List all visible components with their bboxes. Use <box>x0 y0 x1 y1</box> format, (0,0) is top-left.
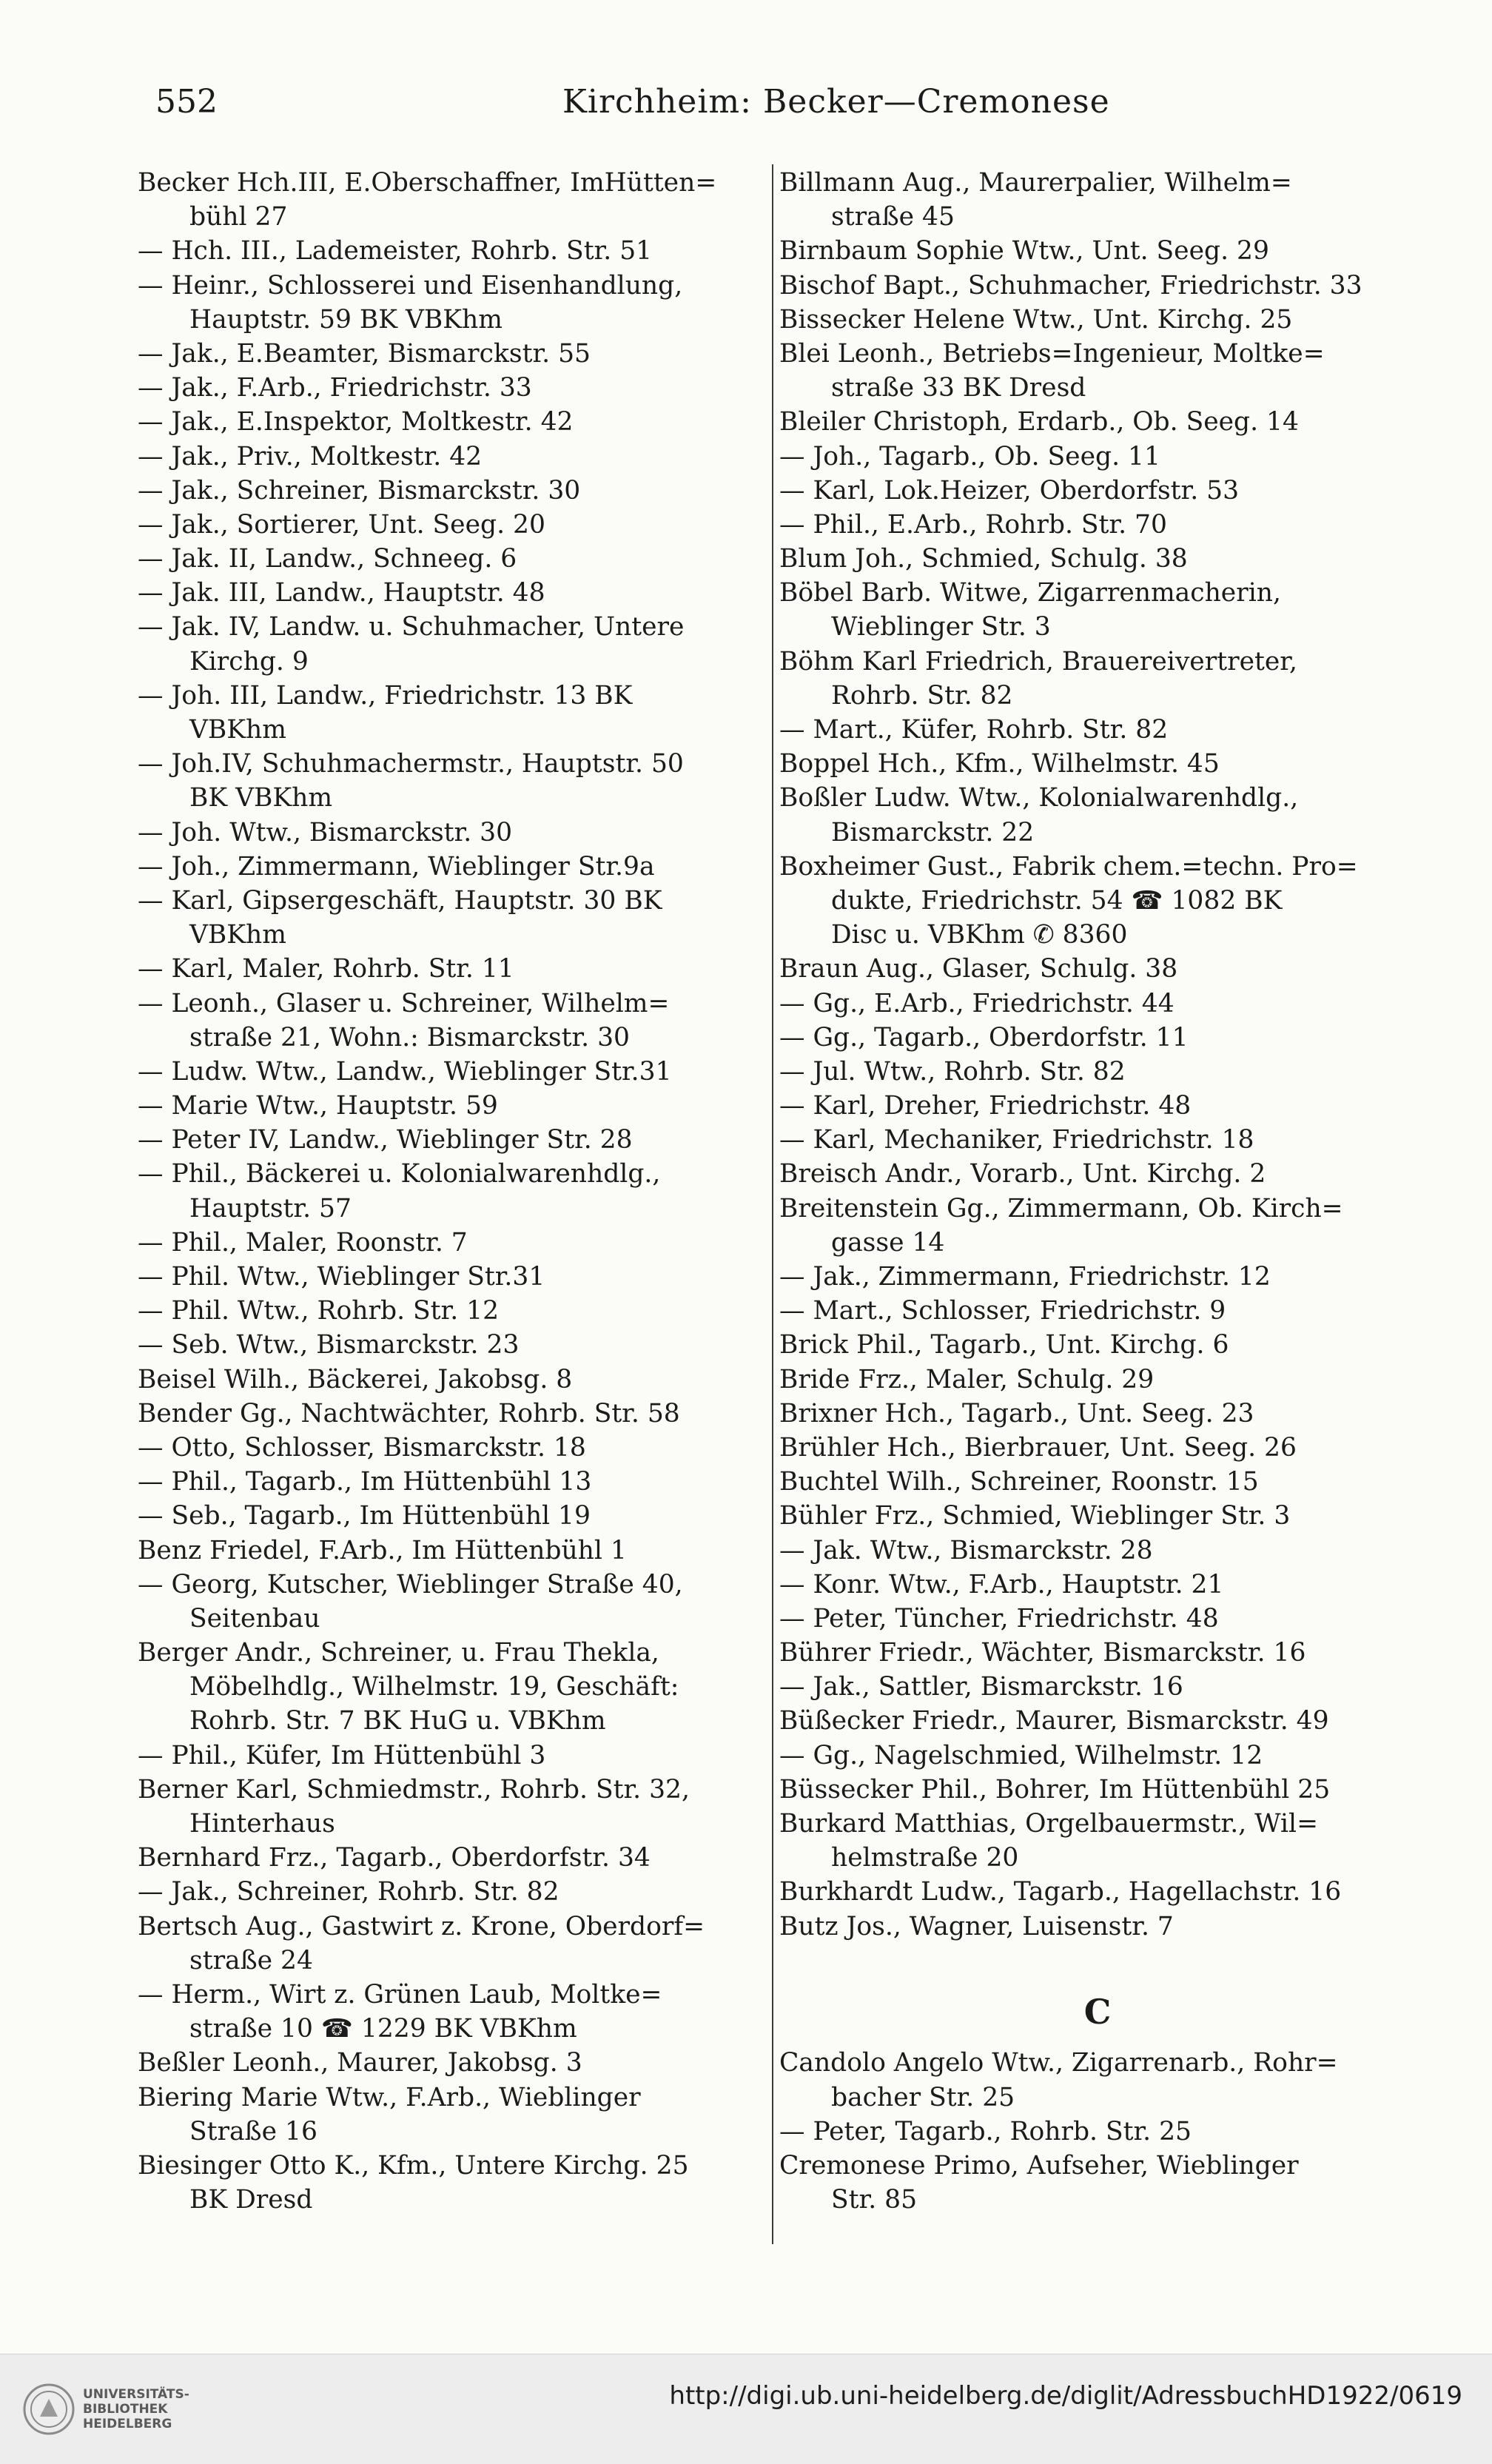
entry-line: — Jak., Sortierer, Unt. Seeg. 20 <box>138 509 545 540</box>
entry-line: Rohrb. Str. 82 <box>831 680 1013 711</box>
entry-line: Brühler Hch., Bierbrauer, Unt. Seeg. 26 <box>779 1432 1297 1463</box>
entry-line: — Phil. Wtw., Rohrb. Str. 12 <box>138 1296 500 1326</box>
entry-line: — Joh.IV, Schuhmachermstr., Hauptstr. 50 <box>138 749 684 779</box>
entry-line: Boxheimer Gust., Fabrik chem.=techn. Pro= <box>779 851 1358 882</box>
entry-line: Böbel Barb. Witwe, Zigarrenmacherin, <box>779 578 1281 608</box>
entry-line: — Jak., E.Beamter, Bismarckstr. 55 <box>138 338 591 369</box>
entry-line: Braun Aug., Glaser, Schulg. 38 <box>779 954 1178 984</box>
entry-line: — Jak., Priv., Moltkestr. 42 <box>138 441 483 471</box>
entry-line: Kirchg. 9 <box>189 646 309 677</box>
entry-line: — Karl, Dreher, Friedrichstr. 48 <box>779 1091 1192 1121</box>
entry-line: Boßler Ludw. Wtw., Kolonialwarenhdlg., <box>779 783 1299 813</box>
entry-line: Breitenstein Gg., Zimmermann, Ob. Kirch= <box>779 1193 1343 1223</box>
entry-line: Breisch Andr., Vorarb., Unt. Kirchg. 2 <box>779 1159 1266 1189</box>
source-url[interactable]: http://digi.ub.uni-heidelberg.de/diglit/AdressbuchHD1922/0619 <box>669 2381 1462 2411</box>
entry-line: bacher Str. 25 <box>831 2082 1015 2112</box>
entry-line: Bernhard Frz., Tagarb., Oberdorfstr. 34 <box>138 1843 651 1873</box>
entry-line: Blum Joh., Schmied, Schulg. 38 <box>779 544 1188 574</box>
entry-line: — Phil. Wtw., Wieblinger Str.31 <box>138 1262 545 1292</box>
entry-line: Büssecker Phil., Bohrer, Im Hüttenbühl 25 <box>779 1774 1331 1805</box>
entry-line: Berger Andr., Schreiner, u. Frau Thekla, <box>138 1638 659 1668</box>
entry-line: — Jak. Wtw., Bismarckstr. 28 <box>779 1535 1153 1565</box>
entry-line: — Mart., Schlosser, Friedrichstr. 9 <box>779 1296 1226 1326</box>
entry-line: — Phil., Maler, Roonstr. 7 <box>138 1227 468 1258</box>
entry-line: — Jak., Schreiner, Bismarckstr. 30 <box>138 475 581 506</box>
entry-line: — Joh., Tagarb., Ob. Seeg. 11 <box>779 441 1160 471</box>
entry-line: Möbelhdlg., Wilhelmstr. 19, Geschäft: <box>189 1672 679 1702</box>
entry-line: Hinterhaus <box>189 1809 335 1839</box>
entry-line: — Karl, Maler, Rohrb. Str. 11 <box>138 954 514 984</box>
entry-line: Bertsch Aug., Gastwirt z. Krone, Oberdorf= <box>138 1911 705 1941</box>
seal-icon <box>22 2383 75 2436</box>
entry-line: — Jak., Schreiner, Rohrb. Str. 82 <box>138 1877 560 1907</box>
entry-line: Beßler Leonh., Maurer, Jakobsg. 3 <box>138 2048 582 2078</box>
entry-line: — Jak., E.Inspektor, Moltkestr. 42 <box>138 407 574 437</box>
entry-line: — Peter IV, Landw., Wieblinger Str. 28 <box>138 1125 633 1155</box>
entry-line: — Georg, Kutscher, Wieblinger Straße 40, <box>138 1569 683 1599</box>
entry-line: Butz Jos., Wagner, Luisenstr. 7 <box>779 1911 1174 1941</box>
page-number: 552 <box>155 83 218 121</box>
entry-line: — Karl, Lok.Heizer, Oberdorfstr. 53 <box>779 475 1240 506</box>
entry-line: straße 21, Wohn.: Bismarckstr. 30 <box>189 1022 630 1053</box>
entry-line: Bühler Frz., Schmied, Wieblinger Str. 3 <box>779 1501 1291 1531</box>
entry-line: — Karl, Mechaniker, Friedrichstr. 18 <box>779 1125 1254 1155</box>
library-line-1: UNIVERSITÄTS- <box>83 2387 189 2402</box>
entry-line: — Jak., F.Arb., Friedrichstr. 33 <box>138 373 532 403</box>
viewer-footer <box>0 2354 1492 2464</box>
entry-line: straße 10 ☎ 1229 BK VBKhm <box>189 2014 577 2044</box>
entry-line: — Jak. III, Landw., Hauptstr. 48 <box>138 578 545 608</box>
entry-line: Bischof Bapt., Schuhmacher, Friedrichstr. 33 <box>779 270 1362 301</box>
entry-line: Candolo Angelo Wtw., Zigarrenarb., Rohr= <box>779 2048 1338 2078</box>
entry-line: — Leonh., Glaser u. Schreiner, Wilhelm= <box>138 988 670 1018</box>
entry-line: Bride Frz., Maler, Schulg. 29 <box>779 1364 1155 1394</box>
entry-line: Bührer Friedr., Wächter, Bismarckstr. 16 <box>779 1638 1306 1668</box>
column-divider <box>772 164 773 2244</box>
entry-line: Hauptstr. 57 <box>189 1193 352 1223</box>
entry-line: — Gg., Tagarb., Oberdorfstr. 11 <box>779 1022 1189 1053</box>
entry-line: — Jak., Sattler, Bismarckstr. 16 <box>779 1672 1183 1702</box>
entry-line: BK Dresd <box>189 2185 313 2215</box>
entry-line: — Herm., Wirt z. Grünen Laub, Moltke= <box>138 1979 662 2010</box>
entry-line: Böhm Karl Friedrich, Brauereivertreter, <box>779 646 1297 677</box>
entry-line: Bismarckstr. 22 <box>831 817 1035 847</box>
page-header <box>0 83 1492 135</box>
entry-line: — Joh., Zimmermann, Wieblinger Str.9a <box>138 851 655 882</box>
entry-line: — Jak. IV, Landw. u. Schuhmacher, Untere <box>138 612 685 642</box>
entry-line: — Marie Wtw., Hauptstr. 59 <box>138 1091 498 1121</box>
entry-line: — Karl, Gipsergeschäft, Hauptstr. 30 BK <box>138 885 662 916</box>
entry-line: Becker Hch.III, E.Oberschaffner, ImHütten= <box>138 168 717 198</box>
library-line-3: HEIDELBERG <box>83 2417 172 2431</box>
entry-line: — Seb., Tagarb., Im Hüttenbühl 19 <box>138 1501 591 1531</box>
entry-line: Buchtel Wilh., Schreiner, Roonstr. 15 <box>779 1467 1259 1497</box>
entry-line: — Heinr., Schlosserei und Eisenhandlung, <box>138 270 683 301</box>
entry-line: — Gg., E.Arb., Friedrichstr. 44 <box>779 988 1175 1018</box>
entry-line: Burkhardt Ludw., Tagarb., Hagellachstr. 16 <box>779 1877 1342 1907</box>
entry-line: Biering Marie Wtw., F.Arb., Wieblinger <box>138 2082 641 2112</box>
entry-line: — Mart., Küfer, Rohrb. Str. 82 <box>779 715 1169 745</box>
entry-line: dukte, Friedrichstr. 54 ☎ 1082 BK <box>831 885 1283 916</box>
entry-line: Hauptstr. 59 BK VBKhm <box>189 304 503 335</box>
entry-line: Bleiler Christoph, Erdarb., Ob. Seeg. 14 <box>779 407 1299 437</box>
right-column <box>779 166 1416 2217</box>
entry-line: straße 33 BK Dresd <box>831 373 1086 403</box>
entry-line: Boppel Hch., Kfm., Wilhelmstr. 45 <box>779 749 1220 779</box>
entry-line <box>779 1944 1416 1978</box>
entry-line: — Peter, Tagarb., Rohrb. Str. 25 <box>779 2116 1192 2146</box>
entry-line: Disc u. VBKhm ✆ 8360 <box>831 920 1128 950</box>
entry-line: Straße 16 <box>189 2116 317 2146</box>
entry-line: Billmann Aug., Maurerpalier, Wilhelm= <box>779 168 1292 198</box>
entry-line: Burkard Matthias, Orgelbauermstr., Wil= <box>779 1809 1318 1839</box>
entry-line: Cremonese Primo, Aufseher, Wieblinger <box>779 2150 1299 2181</box>
left-column <box>138 166 767 2217</box>
entry-line: — Peter, Tüncher, Friedrichstr. 48 <box>779 1603 1219 1634</box>
entry-line: — Otto, Schlosser, Bismarckstr. 18 <box>138 1432 586 1463</box>
entry-line: Benz Friedel, F.Arb., Im Hüttenbühl 1 <box>138 1535 627 1565</box>
entry-line: — Konr. Wtw., F.Arb., Hauptstr. 21 <box>779 1569 1224 1599</box>
entry-line: Wieblinger Str. 3 <box>831 612 1051 642</box>
entry-line: — Hch. III., Lademeister, Rohrb. Str. 51 <box>138 236 653 266</box>
entry-line: — Phil., Bäckerei u. Kolonialwarenhdlg., <box>138 1159 661 1189</box>
entry-line: — Jak., Zimmermann, Friedrichstr. 12 <box>779 1262 1271 1292</box>
entry-line: Beisel Wilh., Bäckerei, Jakobsg. 8 <box>138 1364 573 1394</box>
running-title: Kirchheim: Becker—Cremonese <box>562 83 1110 121</box>
entry-line: Bissecker Helene Wtw., Unt. Kirchg. 25 <box>779 304 1293 335</box>
entry-line: Seitenbau <box>189 1603 320 1634</box>
entry-line: — Phil., Küfer, Im Hüttenbühl 3 <box>138 1740 546 1770</box>
entry-line: — Jak. II, Landw., Schneeg. 6 <box>138 544 517 574</box>
entry-line: — Phil., E.Arb., Rohrb. Str. 70 <box>779 509 1167 540</box>
entry-line: VBKhm <box>189 715 286 745</box>
entry-line: helmstraße 20 <box>831 1843 1019 1873</box>
entry-line: straße 24 <box>189 1945 313 1975</box>
entry-line: VBKhm <box>189 920 286 950</box>
entry-line: — Joh. III, Landw., Friedrichstr. 13 BK <box>138 680 633 711</box>
entry-line: — Seb. Wtw., Bismarckstr. 23 <box>138 1330 520 1360</box>
entry-line: — Ludw. Wtw., Landw., Wieblinger Str.31 <box>138 1056 672 1087</box>
entry-line: Biesinger Otto K., Kfm., Untere Kirchg. 25 <box>138 2150 689 2181</box>
entry-line: gasse 14 <box>831 1227 945 1258</box>
library-logo[interactable] <box>22 2383 189 2442</box>
entry-line: Büßecker Friedr., Maurer, Bismarckstr. 49 <box>779 1706 1329 1736</box>
entry-line: — Joh. Wtw., Bismarckstr. 30 <box>138 817 513 847</box>
entry-line: Blei Leonh., Betriebs=Ingenieur, Moltke= <box>779 338 1325 369</box>
entry-line: Bender Gg., Nachtwächter, Rohrb. Str. 58 <box>138 1398 680 1429</box>
entry-line: Brick Phil., Tagarb., Unt. Kirchg. 6 <box>779 1330 1229 1360</box>
library-line-2: BIBLIOTHEK <box>83 2402 168 2417</box>
entry-line: — Jul. Wtw., Rohrb. Str. 82 <box>779 1056 1126 1087</box>
entry-line: straße 45 <box>831 202 955 232</box>
library-name <box>83 2387 189 2431</box>
entry-line: Birnbaum Sophie Wtw., Unt. Seeg. 29 <box>779 236 1269 266</box>
entry-line: Brixner Hch., Tagarb., Unt. Seeg. 23 <box>779 1398 1254 1429</box>
entry-line: BK VBKhm <box>189 783 333 813</box>
entry-line: bühl 27 <box>189 202 288 232</box>
entry-line: Rohrb. Str. 7 BK HuG u. VBKhm <box>189 1706 606 1736</box>
entry-line: — Gg., Nagelschmied, Wilhelmstr. 12 <box>779 1740 1263 1770</box>
entry-line: Berner Karl, Schmiedmstr., Rohrb. Str. 32, <box>138 1774 690 1805</box>
entry-line: — Phil., Tagarb., Im Hüttenbühl 13 <box>138 1467 592 1497</box>
section-letter: C <box>1083 1991 1112 2032</box>
entry-line: Str. 85 <box>831 2185 918 2215</box>
